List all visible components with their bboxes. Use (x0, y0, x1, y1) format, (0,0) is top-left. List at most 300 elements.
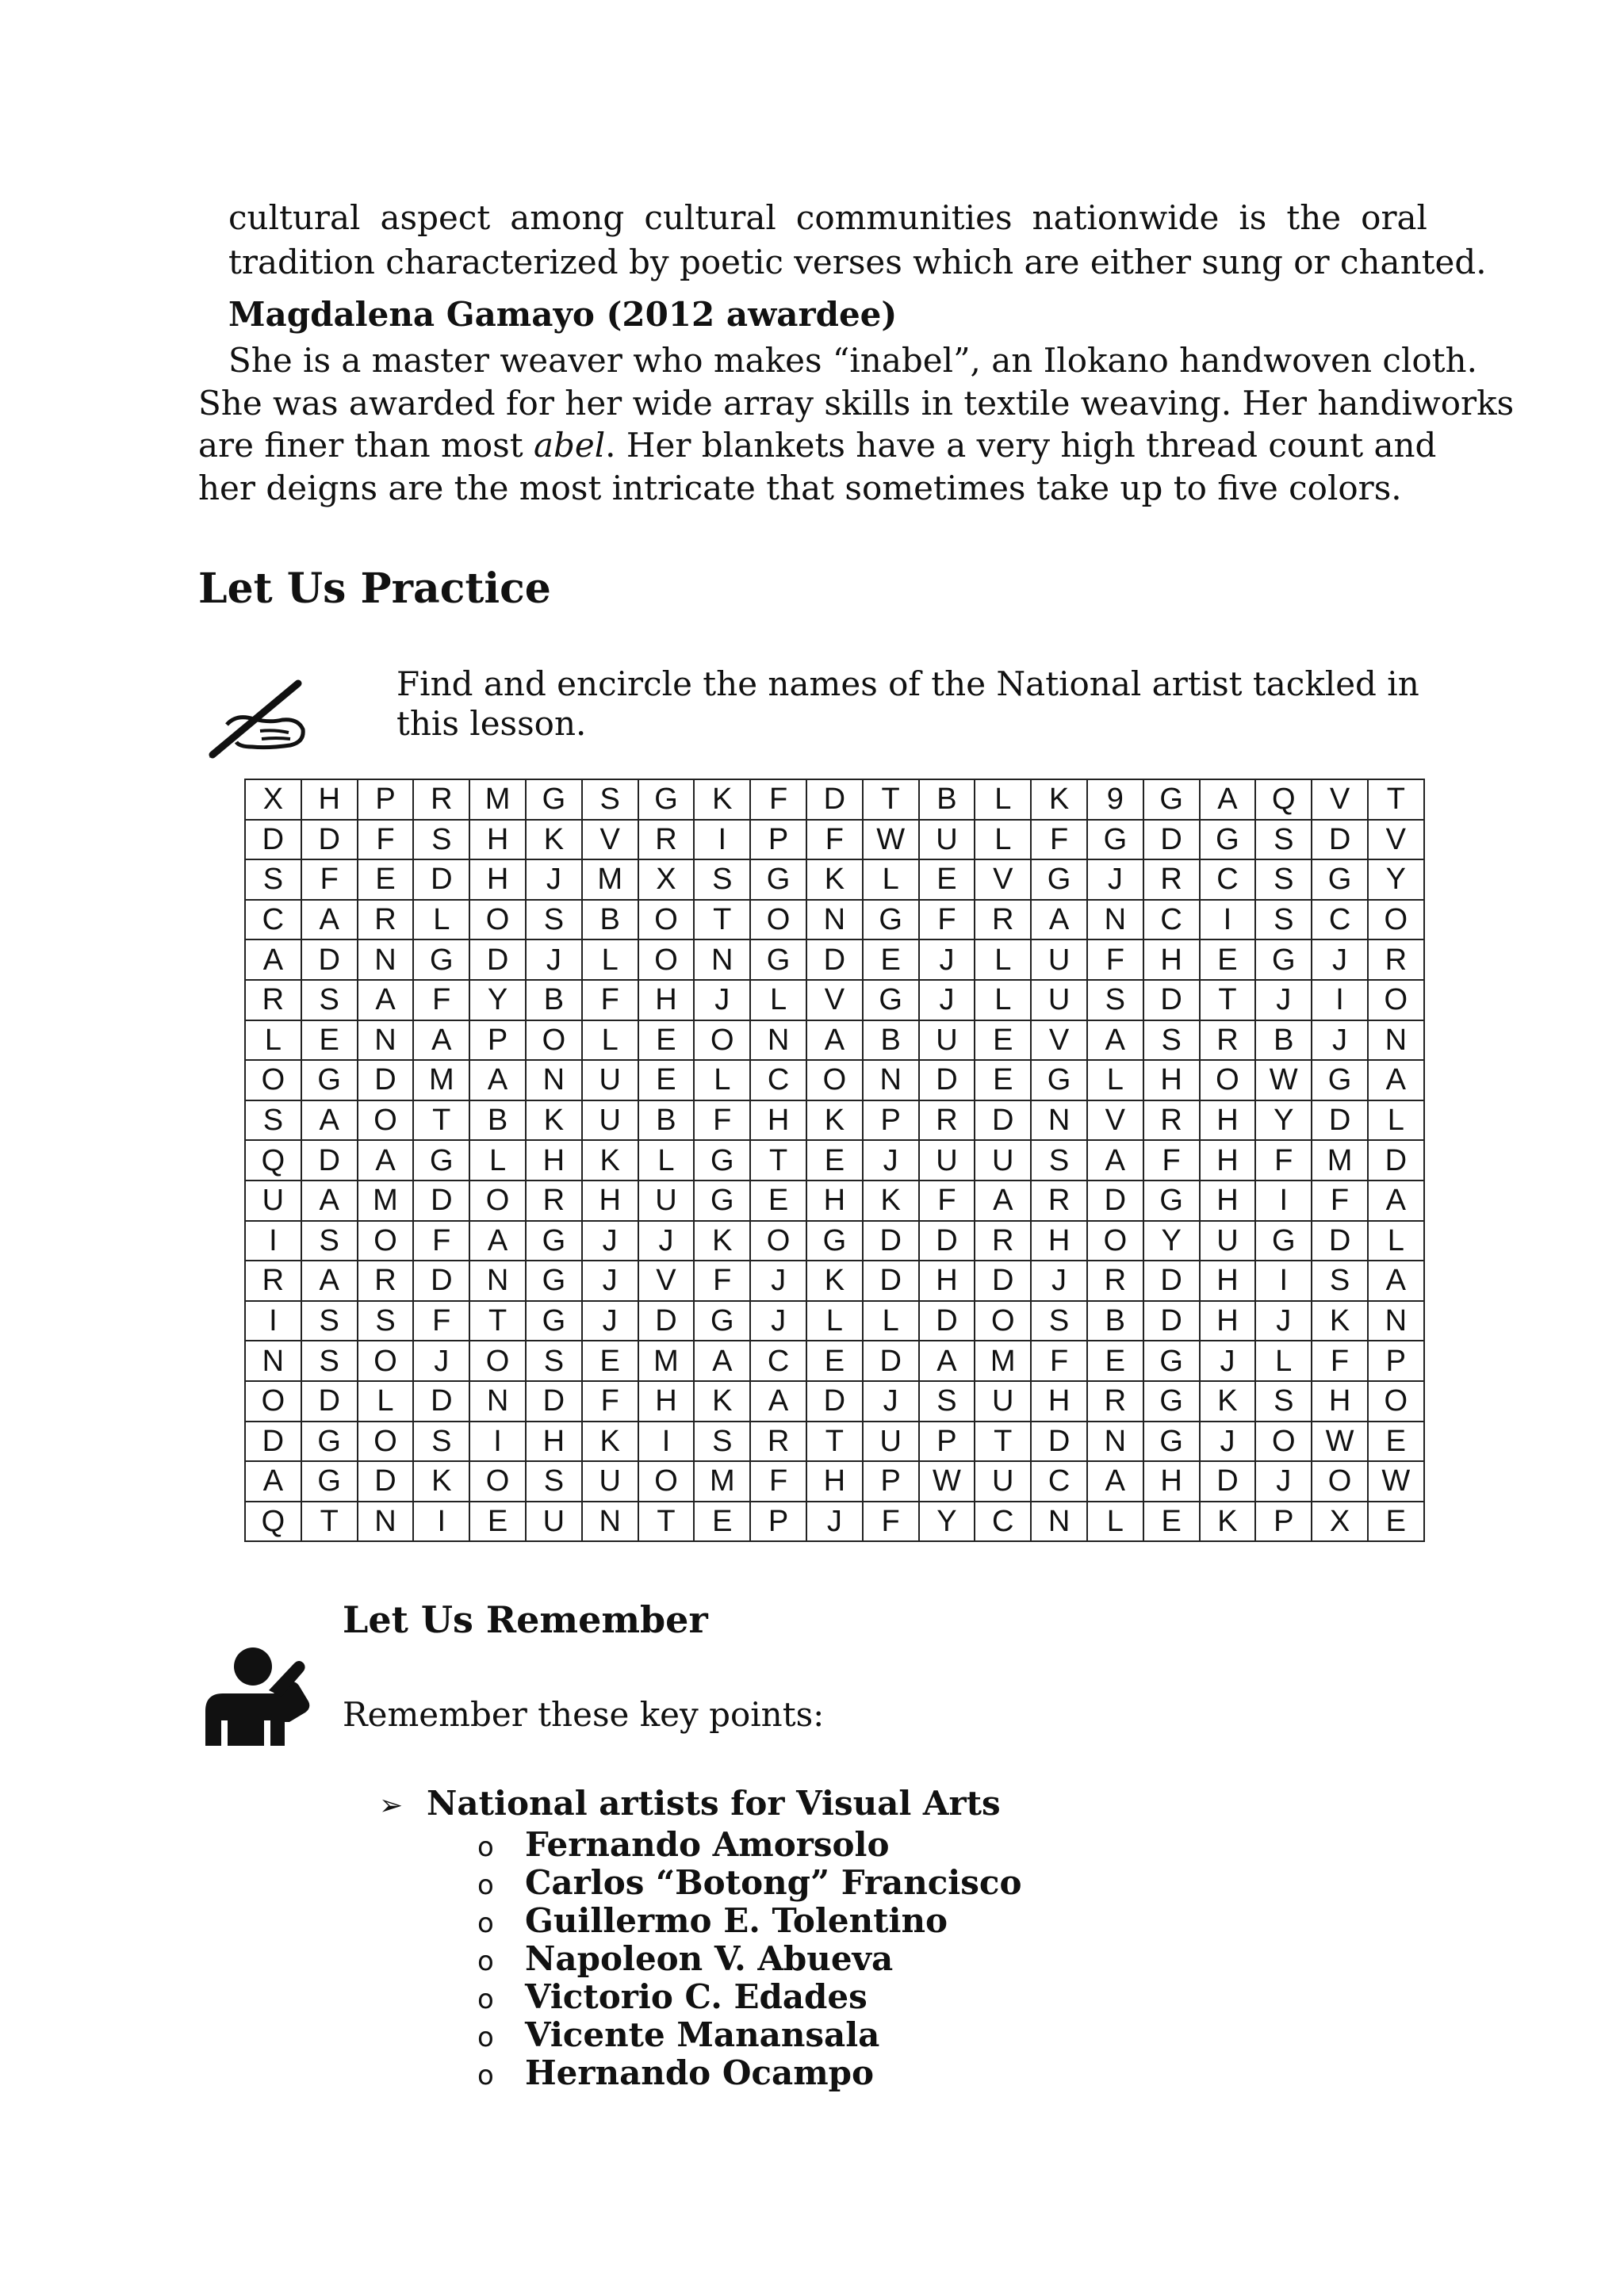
grid-cell: A (1368, 1261, 1424, 1301)
grid-cell: D (413, 859, 469, 900)
grid-cell: E (1368, 1502, 1424, 1542)
grid-cell: S (1255, 820, 1312, 860)
grid-cell: S (694, 1422, 750, 1462)
grid-cell: G (1200, 820, 1256, 860)
grid-cell: N (469, 1381, 526, 1422)
grid-cell: C (245, 900, 301, 940)
grid-cell: Y (469, 980, 526, 1020)
grid-cell: O (638, 939, 695, 980)
grid-cell: N (582, 1502, 638, 1542)
grid-cell: E (863, 939, 919, 980)
grid-cell: J (526, 939, 582, 980)
grid-cell: S (526, 1461, 582, 1502)
grid-cell: S (301, 1341, 358, 1381)
grid-cell: K (582, 1140, 638, 1181)
grid-cell: K (863, 1181, 919, 1221)
grid-cell: D (863, 1261, 919, 1301)
grid-cell: J (694, 980, 750, 1020)
grid-cell: D (301, 939, 358, 980)
grid-cell: S (1312, 1261, 1368, 1301)
grid-cell: E (975, 1060, 1031, 1100)
grid-cell: J (919, 980, 975, 1020)
list-item (477, 1825, 1022, 1863)
grid-cell: T (750, 1140, 806, 1181)
grid-cell: H (1200, 1261, 1256, 1301)
grid-cell: O (638, 1461, 695, 1502)
grid-cell: F (301, 859, 358, 900)
grid-cell: A (919, 1341, 975, 1381)
grid-cell: 9 (1087, 779, 1143, 820)
artist-name: Carlos “Botong” Francisco (525, 1863, 1022, 1902)
grid-cell: T (1200, 980, 1256, 1020)
grid-cell: T (806, 1422, 863, 1462)
grid-cell: O (245, 1060, 301, 1100)
grid-cell: K (1200, 1381, 1256, 1422)
grid-cell: M (975, 1341, 1031, 1381)
intro-line-2: tradition characterized by poetic verses which are either sung or chanted. (228, 243, 1487, 281)
grid-cell: A (245, 939, 301, 980)
grid-cell: K (582, 1422, 638, 1462)
grid-cell: S (245, 859, 301, 900)
grid-cell: C (1312, 900, 1368, 940)
grid-cell: P (863, 1100, 919, 1141)
grid-cell: U (582, 1100, 638, 1141)
grid-cell: L (582, 939, 638, 980)
grid-cell: I (245, 1221, 301, 1261)
awardee-line-1: She is a master weaver who makes “inabel”, an Ilokano handwoven cloth. (228, 341, 1477, 380)
grid-cell: F (1087, 939, 1143, 980)
grid-cell: U (582, 1060, 638, 1100)
grid-cell: A (469, 1221, 526, 1261)
grid-cell: D (301, 1140, 358, 1181)
grid-cell: D (413, 1381, 469, 1422)
grid-cell: D (919, 1221, 975, 1261)
grid-cell: H (638, 980, 695, 1020)
grid-cell: F (694, 1100, 750, 1141)
grid-row (245, 1461, 1424, 1502)
grid-cell: R (1368, 939, 1424, 980)
awardee-line-4: her deigns are the most intricate that sometimes take up to five colors. (198, 469, 1402, 507)
grid-cell: A (975, 1181, 1031, 1221)
grid-cell: P (358, 779, 414, 820)
grid-cell: K (806, 1261, 863, 1301)
grid-cell: S (1031, 1140, 1087, 1181)
grid-cell: D (1031, 1422, 1087, 1462)
grid-cell: D (919, 1301, 975, 1341)
grid-cell: O (1368, 900, 1424, 940)
grid-cell: K (694, 1381, 750, 1422)
grid-cell: B (582, 900, 638, 940)
grid-cell: G (806, 1221, 863, 1261)
grid-cell: S (919, 1381, 975, 1422)
grid-cell: H (806, 1181, 863, 1221)
grid-cell: S (301, 1221, 358, 1261)
grid-cell: L (413, 900, 469, 940)
grid-cell: D (1312, 820, 1368, 860)
grid-cell: O (1368, 980, 1424, 1020)
grid-cell: D (358, 1461, 414, 1502)
grid-cell: H (1312, 1381, 1368, 1422)
grid-cell: K (694, 1221, 750, 1261)
grid-cell: S (301, 980, 358, 1020)
grid-cell: N (358, 1502, 414, 1542)
grid-cell: L (1087, 1502, 1143, 1542)
grid-cell: A (301, 900, 358, 940)
grid-cell: G (1031, 859, 1087, 900)
grid-cell: O (1255, 1422, 1312, 1462)
grid-cell: R (638, 820, 695, 860)
grid-cell: G (526, 1221, 582, 1261)
grid-cell: H (1143, 939, 1200, 980)
awardee-line-3-b: . Her blankets have a very high thread count and (605, 426, 1437, 465)
grid-cell: G (694, 1301, 750, 1341)
grid-cell: U (919, 820, 975, 860)
grid-cell: C (1031, 1461, 1087, 1502)
grid-cell: G (1031, 1060, 1087, 1100)
grid-cell: D (638, 1301, 695, 1341)
grid-cell: O (1312, 1461, 1368, 1502)
grid-cell: H (1031, 1221, 1087, 1261)
grid-cell: S (582, 779, 638, 820)
grid-cell: H (1200, 1140, 1256, 1181)
grid-cell: E (469, 1502, 526, 1542)
circle-bullet-icon: o (477, 1831, 494, 1863)
grid-cell: W (1312, 1422, 1368, 1462)
grid-cell: J (1312, 939, 1368, 980)
grid-cell: P (469, 1020, 526, 1061)
grid-cell: Y (919, 1502, 975, 1542)
grid-cell: D (863, 1341, 919, 1381)
grid-cell: E (638, 1060, 695, 1100)
grid-cell: U (975, 1140, 1031, 1181)
circle-bullet-icon: o (477, 1869, 494, 1901)
artist-name: Napoleon V. Abueva (525, 1939, 894, 1978)
grid-cell: Y (1368, 859, 1424, 900)
grid-cell: G (1143, 1381, 1200, 1422)
grid-cell: L (358, 1381, 414, 1422)
grid-cell: D (1312, 1100, 1368, 1141)
grid-cell: S (1031, 1301, 1087, 1341)
grid-cell: J (750, 1301, 806, 1341)
grid-cell: F (694, 1261, 750, 1301)
grid-cell: E (806, 1140, 863, 1181)
grid-cell: F (1143, 1140, 1200, 1181)
grid-row (245, 779, 1424, 820)
grid-cell: U (919, 1140, 975, 1181)
grid-cell: U (638, 1181, 695, 1221)
grid-cell: M (1312, 1140, 1368, 1181)
grid-cell: E (694, 1502, 750, 1542)
artist-name: Victorio C. Edades (525, 1977, 868, 2016)
grid-cell: J (1255, 1301, 1312, 1341)
grid-cell: B (469, 1100, 526, 1141)
grid-cell: T (975, 1422, 1031, 1462)
grid-cell: P (750, 820, 806, 860)
grid-cell: Y (1255, 1100, 1312, 1141)
awardee-line-3-a: are finer than most (198, 426, 534, 465)
grid-cell: G (863, 980, 919, 1020)
grid-row (245, 939, 1424, 980)
grid-cell: I (1255, 1261, 1312, 1301)
grid-cell: M (358, 1181, 414, 1221)
grid-cell: H (469, 820, 526, 860)
grid-cell: H (301, 779, 358, 820)
grid-cell: A (301, 1100, 358, 1141)
awardee-title: Magdalena Gamayo (2012 awardee) (228, 295, 898, 334)
grid-cell: R (1031, 1181, 1087, 1221)
grid-cell: G (301, 1060, 358, 1100)
grid-cell: J (1200, 1341, 1256, 1381)
grid-cell: J (919, 939, 975, 980)
grid-cell: H (526, 1422, 582, 1462)
grid-cell: G (750, 939, 806, 980)
grid-cell: H (919, 1261, 975, 1301)
grid-cell: G (301, 1461, 358, 1502)
grid-cell: M (638, 1341, 695, 1381)
grid-cell: W (1368, 1461, 1424, 1502)
grid-cell: P (1255, 1502, 1312, 1542)
remember-intro: Remember these key points: (343, 1695, 825, 1734)
grid-cell: D (1312, 1221, 1368, 1261)
grid-cell: F (413, 1221, 469, 1261)
grid-cell: E (1087, 1341, 1143, 1381)
grid-cell: B (526, 980, 582, 1020)
grid-cell: C (750, 1341, 806, 1381)
grid-cell: J (750, 1261, 806, 1301)
grid-cell: B (1255, 1020, 1312, 1061)
grid-cell: D (1143, 1301, 1200, 1341)
grid-cell: N (358, 1020, 414, 1061)
grid-cell: B (919, 779, 975, 820)
grid-cell: L (638, 1140, 695, 1181)
grid-cell: J (863, 1381, 919, 1422)
grid-cell: F (1031, 1341, 1087, 1381)
grid-cell: O (526, 1020, 582, 1061)
grid-row (245, 900, 1424, 940)
grid-cell: R (919, 1100, 975, 1141)
grid-cell: C (1143, 900, 1200, 940)
grid-cell: B (638, 1100, 695, 1141)
grid-cell: M (413, 1060, 469, 1100)
grid-cell: F (1255, 1140, 1312, 1181)
grid-cell: R (245, 1261, 301, 1301)
grid-cell: A (1031, 900, 1087, 940)
grid-cell: H (1200, 1301, 1256, 1341)
grid-cell: A (1087, 1140, 1143, 1181)
grid-cell: J (806, 1502, 863, 1542)
grid-cell: O (469, 1181, 526, 1221)
grid-cell: U (863, 1422, 919, 1462)
grid-cell: G (694, 1140, 750, 1181)
grid-cell: T (413, 1100, 469, 1141)
grid-cell: F (1312, 1181, 1368, 1221)
circle-bullet-icon: o (477, 1984, 494, 2015)
grid-cell: J (1255, 980, 1312, 1020)
grid-cell: G (638, 779, 695, 820)
grid-cell: F (582, 1381, 638, 1422)
grid-cell: O (358, 1221, 414, 1261)
grid-cell: I (1200, 900, 1256, 940)
grid-cell: I (413, 1502, 469, 1542)
grid-cell: C (750, 1060, 806, 1100)
grid-cell: A (358, 980, 414, 1020)
grid-cell: H (1031, 1381, 1087, 1422)
grid-cell: G (750, 859, 806, 900)
grid-cell: H (750, 1100, 806, 1141)
grid-cell: X (245, 779, 301, 820)
grid-cell: B (1087, 1301, 1143, 1341)
grid-cell: S (526, 1341, 582, 1381)
grid-cell: P (1368, 1341, 1424, 1381)
grid-cell: M (694, 1461, 750, 1502)
remember-heading: Let Us Remember (343, 1598, 708, 1641)
grid-cell: G (1312, 1060, 1368, 1100)
grid-cell: G (1087, 820, 1143, 860)
grid-cell: O (245, 1381, 301, 1422)
grid-cell: M (582, 859, 638, 900)
grid-row (245, 1020, 1424, 1061)
grid-cell: E (638, 1020, 695, 1061)
grid-cell: G (526, 1261, 582, 1301)
grid-cell: O (1368, 1381, 1424, 1422)
grid-cell: R (975, 900, 1031, 940)
grid-cell: N (1087, 1422, 1143, 1462)
grid-cell: O (469, 1461, 526, 1502)
grid-cell: L (975, 980, 1031, 1020)
grid-cell: D (469, 939, 526, 980)
circle-bullet-icon: o (477, 1908, 494, 1939)
grid-cell: U (975, 1381, 1031, 1422)
grid-cell: S (1087, 980, 1143, 1020)
grid-cell: D (806, 779, 863, 820)
grid-cell: F (358, 820, 414, 860)
list-item (477, 1863, 1022, 1901)
grid-cell: J (1312, 1020, 1368, 1061)
grid-cell: D (1200, 1461, 1256, 1502)
grid-cell: G (1143, 1341, 1200, 1381)
grid-cell: G (301, 1422, 358, 1462)
grid-cell: S (526, 900, 582, 940)
grid-cell: J (582, 1301, 638, 1341)
grid-cell: V (1031, 1020, 1087, 1061)
grid-cell: D (301, 1381, 358, 1422)
awardee-line-3 (198, 424, 1436, 467)
grid-cell: G (413, 1140, 469, 1181)
grid-cell: R (975, 1221, 1031, 1261)
grid-cell: D (1087, 1181, 1143, 1221)
grid-row (245, 1140, 1424, 1181)
grid-cell: E (750, 1181, 806, 1221)
grid-row (245, 1341, 1424, 1381)
grid-cell: R (1087, 1381, 1143, 1422)
thinking-person-icon (202, 1644, 321, 1747)
grid-cell: F (1312, 1341, 1368, 1381)
grid-cell: R (358, 1261, 414, 1301)
grid-cell: R (1087, 1261, 1143, 1301)
grid-cell: K (806, 859, 863, 900)
grid-cell: K (526, 820, 582, 860)
grid-cell: G (1255, 1221, 1312, 1261)
grid-cell: E (806, 1341, 863, 1381)
grid-cell: D (1143, 1261, 1200, 1301)
grid-cell: S (301, 1301, 358, 1341)
grid-cell: P (863, 1461, 919, 1502)
grid-cell: H (1143, 1461, 1200, 1502)
grid-cell: N (806, 900, 863, 940)
grid-cell: N (1368, 1020, 1424, 1061)
grid-cell: A (245, 1461, 301, 1502)
grid-cell: A (1087, 1461, 1143, 1502)
grid-cell: I (638, 1422, 695, 1462)
grid-cell: G (1143, 1422, 1200, 1462)
grid-cell: D (358, 1060, 414, 1100)
grid-cell: L (245, 1020, 301, 1061)
grid-cell: D (975, 1100, 1031, 1141)
artist-name: Fernando Amorsolo (525, 1825, 890, 1864)
grid-cell: J (1087, 859, 1143, 900)
grid-cell: J (582, 1261, 638, 1301)
grid-cell: N (1368, 1301, 1424, 1341)
grid-cell: N (358, 939, 414, 980)
grid-cell: N (1031, 1502, 1087, 1542)
intro-line-1: cultural aspect among cultural communities nationwide is the oral (228, 198, 1427, 237)
grid-cell: L (806, 1301, 863, 1341)
grid-cell: D (413, 1261, 469, 1301)
grid-cell: O (1087, 1221, 1143, 1261)
grid-cell: L (469, 1140, 526, 1181)
grid-cell: D (806, 939, 863, 980)
grid-cell: Y (1143, 1221, 1200, 1261)
grid-cell: L (694, 1060, 750, 1100)
grid-cell: U (975, 1461, 1031, 1502)
grid-row (245, 820, 1424, 860)
grid-cell: D (919, 1060, 975, 1100)
grid-cell: J (638, 1221, 695, 1261)
grid-cell: X (638, 859, 695, 900)
grid-cell: G (413, 939, 469, 980)
grid-cell: O (358, 1422, 414, 1462)
grid-cell: X (1312, 1502, 1368, 1542)
grid-cell: R (1200, 1020, 1256, 1061)
grid-cell: H (1200, 1181, 1256, 1221)
circle-bullet-icon: o (477, 1946, 494, 1977)
grid-cell: V (582, 820, 638, 860)
grid-cell: R (413, 779, 469, 820)
grid-row (245, 1261, 1424, 1301)
grid-cell: J (413, 1341, 469, 1381)
grid-cell: L (863, 859, 919, 900)
grid-cell: F (750, 1461, 806, 1502)
grid-cell: U (582, 1461, 638, 1502)
list-item (477, 2053, 1022, 2091)
grid-cell: O (694, 1020, 750, 1061)
grid-cell: W (919, 1461, 975, 1502)
grid-row (245, 1381, 1424, 1422)
grid-row (245, 1221, 1424, 1261)
grid-cell: S (1255, 1381, 1312, 1422)
grid-cell: O (1200, 1060, 1256, 1100)
grid-row (245, 1100, 1424, 1141)
grid-cell: O (358, 1100, 414, 1141)
hand-writing-icon (205, 675, 316, 763)
grid-cell: J (1255, 1461, 1312, 1502)
grid-cell: T (638, 1502, 695, 1542)
list-item (477, 1901, 1022, 1939)
grid-cell: H (526, 1140, 582, 1181)
grid-cell: G (863, 900, 919, 940)
grid-cell: D (301, 820, 358, 860)
grid-cell: F (863, 1502, 919, 1542)
